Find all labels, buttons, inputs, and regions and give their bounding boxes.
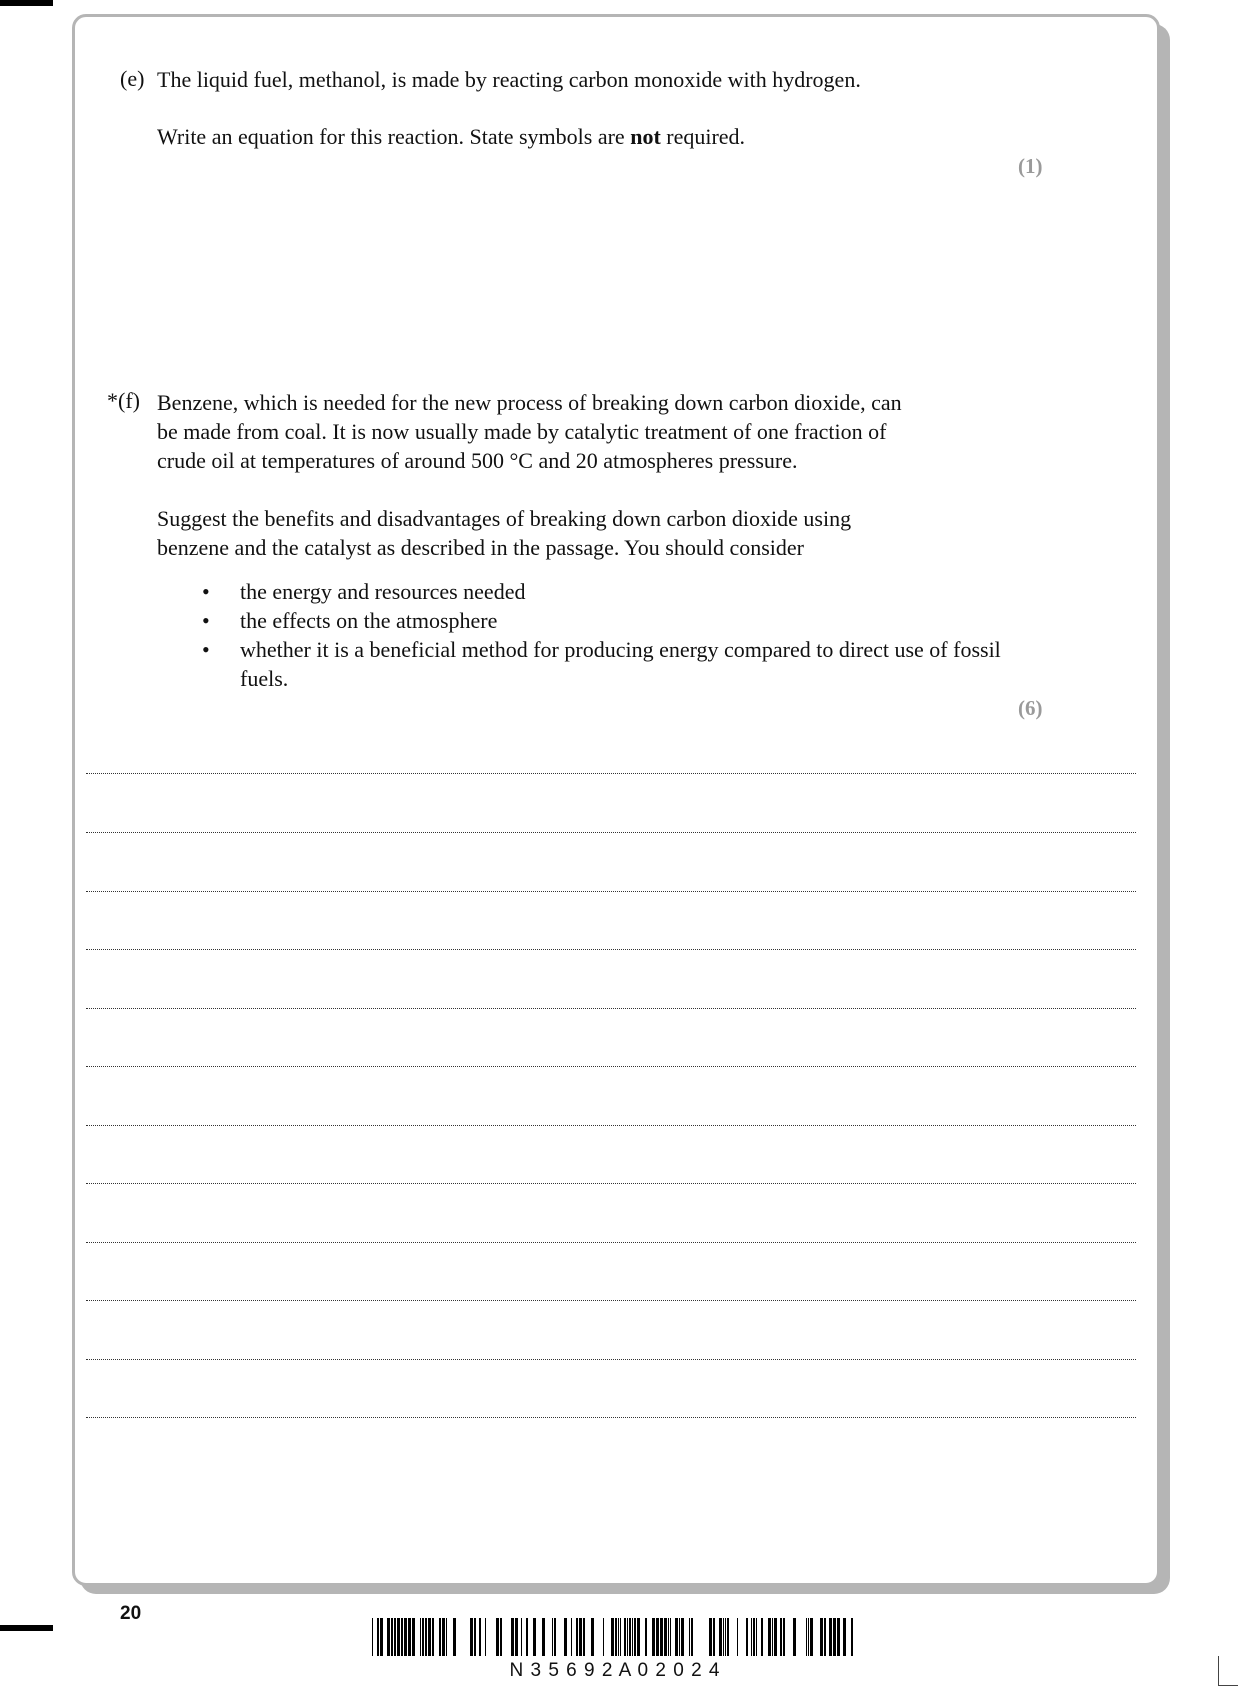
barcode-bar <box>603 1618 604 1656</box>
passage-line: be made from coal. It is now usually made by catalytic treatment of one fraction of <box>157 419 887 444</box>
barcode-bar <box>618 1618 619 1656</box>
page-number: 20 <box>120 1603 142 1624</box>
barcode-bar <box>668 1618 669 1656</box>
barcode-bar <box>689 1618 690 1656</box>
barcode-bar <box>820 1618 823 1656</box>
answer-line[interactable] <box>86 1125 1136 1126</box>
barcode-bar <box>851 1618 853 1656</box>
barcode-bar <box>829 1618 832 1656</box>
barcode-bar <box>632 1618 633 1656</box>
barcode-bar <box>500 1618 502 1656</box>
barcode-bar <box>624 1618 626 1656</box>
barcode-bar <box>470 1618 473 1656</box>
answer-line[interactable] <box>86 1183 1136 1184</box>
barcode-bar <box>412 1618 415 1656</box>
barcode-bar <box>397 1618 400 1656</box>
registration-mark-bottom <box>0 1625 53 1631</box>
barcode-bar <box>713 1618 715 1656</box>
barcode-bar <box>372 1618 373 1656</box>
barcode-bar <box>637 1618 640 1656</box>
answer-line[interactable] <box>86 1066 1136 1067</box>
question-e-instruction <box>157 122 1057 151</box>
barcode-bar <box>645 1618 647 1656</box>
barcode-bar <box>772 1618 773 1656</box>
answer-line[interactable] <box>86 949 1136 950</box>
barcode-bar <box>656 1618 659 1656</box>
barcode-bar <box>432 1618 434 1656</box>
answer-line[interactable] <box>86 832 1136 833</box>
barcode-bar <box>521 1618 522 1656</box>
barcode-bar <box>479 1618 481 1656</box>
barcode-bar <box>723 1618 724 1656</box>
barcode-bar <box>727 1618 729 1656</box>
barcode-bar <box>391 1618 393 1656</box>
barcode-bar <box>793 1618 796 1656</box>
barcode-bar <box>533 1618 536 1656</box>
barcode-bar <box>439 1618 441 1656</box>
barcode-bar <box>579 1618 582 1656</box>
barcode-bar <box>591 1618 594 1656</box>
answer-line[interactable] <box>86 1417 1136 1418</box>
barcode-bar <box>428 1618 431 1656</box>
barcode-bar <box>564 1618 567 1656</box>
barcode-bar <box>719 1618 722 1656</box>
question-e-label: (e) <box>120 66 145 91</box>
barcode-bar <box>394 1618 396 1656</box>
consideration-item: • whether it is a beneficial method for producing energy compared to direct use of fossil fuels. <box>198 635 1020 693</box>
barcode-bar <box>681 1618 684 1656</box>
barcode-bar <box>843 1618 846 1656</box>
barcode-bar <box>422 1618 424 1656</box>
instruction-text-end: required. <box>660 124 746 149</box>
barcode-bar <box>810 1618 813 1656</box>
barcode-bar <box>664 1618 667 1656</box>
barcode-bar <box>751 1618 752 1656</box>
barcode-bar <box>652 1618 655 1656</box>
barcode-bar <box>515 1618 518 1656</box>
barcode-bar <box>442 1618 445 1656</box>
barcode-bar <box>756 1618 757 1656</box>
barcode-bar <box>526 1618 528 1656</box>
registration-mark-top <box>0 0 53 6</box>
barcode-bar <box>737 1618 738 1656</box>
barcode-bar <box>691 1618 693 1656</box>
barcode-bar <box>774 1618 777 1656</box>
passage-line: Benzene, which is needed for the new process of breaking down carbon dioxide, can <box>157 390 902 415</box>
barcode-bar <box>496 1618 499 1656</box>
barcode-bar <box>709 1618 712 1656</box>
barcode-bar <box>446 1618 447 1656</box>
crop-mark <box>1218 1656 1219 1686</box>
barcode-bar <box>576 1618 578 1656</box>
barcode-bar <box>583 1618 585 1656</box>
barcode-bar <box>401 1618 403 1656</box>
barcode-bar <box>620 1618 621 1656</box>
barcode-bar <box>761 1618 763 1656</box>
question-f-marks: (6) <box>1018 696 1043 720</box>
barcode-bar <box>675 1618 678 1656</box>
barcode-bar <box>453 1618 456 1656</box>
barcode-bar <box>542 1618 545 1656</box>
barcode-bar <box>387 1618 390 1656</box>
consideration-item: • the energy and resources needed <box>198 577 998 606</box>
barcode-image <box>372 1618 858 1656</box>
barcode-bar <box>615 1618 617 1656</box>
answer-line[interactable] <box>86 1242 1136 1243</box>
barcode-bar <box>425 1618 427 1656</box>
question-e-text: The liquid fuel, methanol, is made by reacting carbon monoxide with hydrogen. <box>157 67 861 92</box>
barcode-bar <box>670 1618 671 1656</box>
barcode-bar <box>485 1618 486 1656</box>
barcode-bar <box>408 1618 411 1656</box>
answer-line[interactable] <box>86 1008 1136 1009</box>
answer-line[interactable] <box>86 891 1136 892</box>
barcode-bar <box>554 1618 556 1656</box>
prompt-line: benzene and the catalyst as described in the passage. You should consider <box>157 535 804 560</box>
instruction-text: Write an equation for this reaction. State symbols are <box>157 124 631 149</box>
crop-mark <box>1219 1685 1238 1686</box>
barcode-bar <box>660 1618 663 1656</box>
barcode-bar <box>420 1618 421 1656</box>
instruction-emphasis: not <box>630 124 661 149</box>
barcode-bar <box>627 1618 628 1656</box>
barcode-bar <box>824 1618 826 1656</box>
answer-line[interactable] <box>86 1359 1136 1360</box>
barcode-text: N 3 5 6 9 2 A 0 2 0 2 4 <box>509 1660 721 1681</box>
passage-line: crude oil at temperatures of around 500 °C and 20 atmospheres pressure. <box>157 448 798 473</box>
answer-line[interactable] <box>86 1300 1136 1301</box>
barcode-bar <box>783 1618 785 1656</box>
consideration-item: • the effects on the atmosphere <box>198 606 998 635</box>
barcode-bar <box>380 1618 383 1656</box>
answer-box <box>72 14 1160 1586</box>
question-f-passage <box>157 388 1057 475</box>
barcode-bar <box>837 1618 840 1656</box>
barcode-bar <box>746 1618 748 1656</box>
barcode-bar <box>808 1618 809 1656</box>
barcode-bar <box>634 1618 636 1656</box>
barcode-bar <box>511 1618 514 1656</box>
consideration-list <box>198 577 1001 693</box>
question-f-label: *(f) <box>107 388 140 413</box>
barcode-bar <box>806 1618 807 1656</box>
barcode-bar <box>611 1618 614 1656</box>
barcode-bar <box>768 1618 771 1656</box>
barcode-bar <box>629 1618 631 1656</box>
barcode-bar <box>571 1618 572 1656</box>
barcode-bar <box>833 1618 836 1656</box>
barcode-bar <box>474 1618 476 1656</box>
answer-line[interactable] <box>86 773 1136 774</box>
prompt-line: Suggest the benefits and disadvantages of breaking down carbon dioxide using <box>157 506 852 531</box>
barcode-bar <box>725 1618 726 1656</box>
barcode-bar <box>753 1618 755 1656</box>
question-f-prompt <box>157 504 1057 562</box>
barcode-bar <box>377 1618 379 1656</box>
barcode-bar <box>679 1618 680 1656</box>
barcode-bar <box>780 1618 782 1656</box>
question-e-marks: (1) <box>1018 154 1043 178</box>
barcode-bar <box>552 1618 553 1656</box>
barcode-bar <box>404 1618 407 1656</box>
